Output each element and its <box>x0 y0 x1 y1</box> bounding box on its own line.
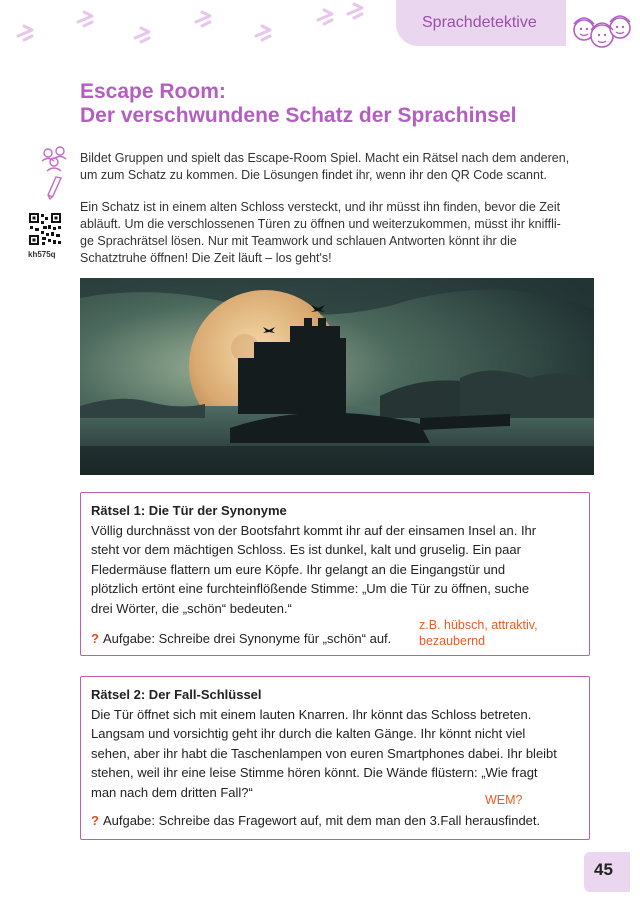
title-line2: Der verschwundene Schatz der Sprachinsel <box>80 104 517 127</box>
riddle2-task: ? Aufgabe: Schreibe das Fragewort auf, mit dem man den 3.Fall herausfindet. <box>91 813 541 828</box>
header-tab-label: Sprachdetektive <box>422 14 537 31</box>
story-text: Ein Schatz ist in einem alten Schloss versteckt, und ihr müsst ihn finden, bevor die Zeit abläuft. Um die verschlossenen Türen zu öffnen und weiterzukommen, müsst ihr kniffli- ge Sprachrätsel lösen. Nur mit Teamwork und schlauen Antworten könnt ihr die Schatztruhe öffnen! Die Zeit läuft – los geht's! <box>80 200 561 265</box>
riddle2-title: Rätsel 2: Der Fall-Schlüssel <box>91 687 262 702</box>
title-line1: Escape Room: <box>80 80 226 103</box>
pencil-icon <box>48 177 61 199</box>
qr-code-label: kh575q <box>28 250 56 259</box>
riddle2-answer: WEM? <box>485 793 523 807</box>
page-title <box>80 80 517 128</box>
riddle1-box: Rätsel 1: Die Tür der Synonyme Völlig durchnässt von der Bootsfahrt kommt ihr auf der einsamen Insel an. Ihr steht vor dem mächtigen Schloss. Es ist dunkel, kalt und gruselig. Ein paar Fledermäuse flattern um eure Köpfe. Ihr gelangt an die Eingangstür und plötzlich ertönt eine furchteinflößende Stimme: „Um die Tür zu öffnen, suche drei Wörter, die „schön“ bedeuten.“ ? Aufgabe: Schreibe drei Synonyme für „schön“ auf. z.B. hübsch, attraktiv, bezaubernd <box>80 492 590 656</box>
kids-faces-icon <box>570 6 634 54</box>
riddle1-title: Rätsel 1: Die Tür der Synonyme <box>91 503 287 518</box>
footprints-decoration <box>0 0 390 50</box>
page-number: 45 <box>594 860 613 879</box>
castle-moon-image <box>80 278 594 475</box>
question-mark-icon: ? <box>91 813 99 828</box>
question-mark-icon: ? <box>91 631 99 646</box>
riddle2-box: Rätsel 2: Der Fall-Schlüssel Die Tür öffnet sich mit einem lauten Knarren. Ihr könnt das Schloss betreten. Langsam und vorsichtig geht ihr durch die kalten Gänge. Ihr könnt nicht viel sehen, aber ihr habt die Taschenlampen von euren Smartphones dabei. Ihr bleibt stehen, weil ihr eine leise Stimme hören könnt. Die Wände flüstern: „Wie fragt man nach dem dritten Fall?“ WEM? ? Aufgabe: Schreibe das Fragewort auf, mit dem man den 3.Fall herausfindet. <box>80 676 590 840</box>
qr-code-icon[interactable] <box>28 212 62 246</box>
instruction-text: Bildet Gruppen und spielt das Escape-Room Spiel. Macht ein Rätsel nach dem anderen, um zum Schatz zu kommen. Die Lösungen findet ihr, wenn ihr den QR Code scannt. <box>80 151 570 182</box>
riddle1-answer: z.B. hübsch, attraktiv, bezaubernd <box>419 618 538 648</box>
group-pencil-icons <box>40 145 76 205</box>
header-tab <box>396 0 566 46</box>
page-number-tab <box>584 852 630 892</box>
group-icon <box>42 147 66 171</box>
riddle1-task: ? Aufgabe: Schreibe drei Synonyme für „schön“ auf. <box>91 631 392 646</box>
